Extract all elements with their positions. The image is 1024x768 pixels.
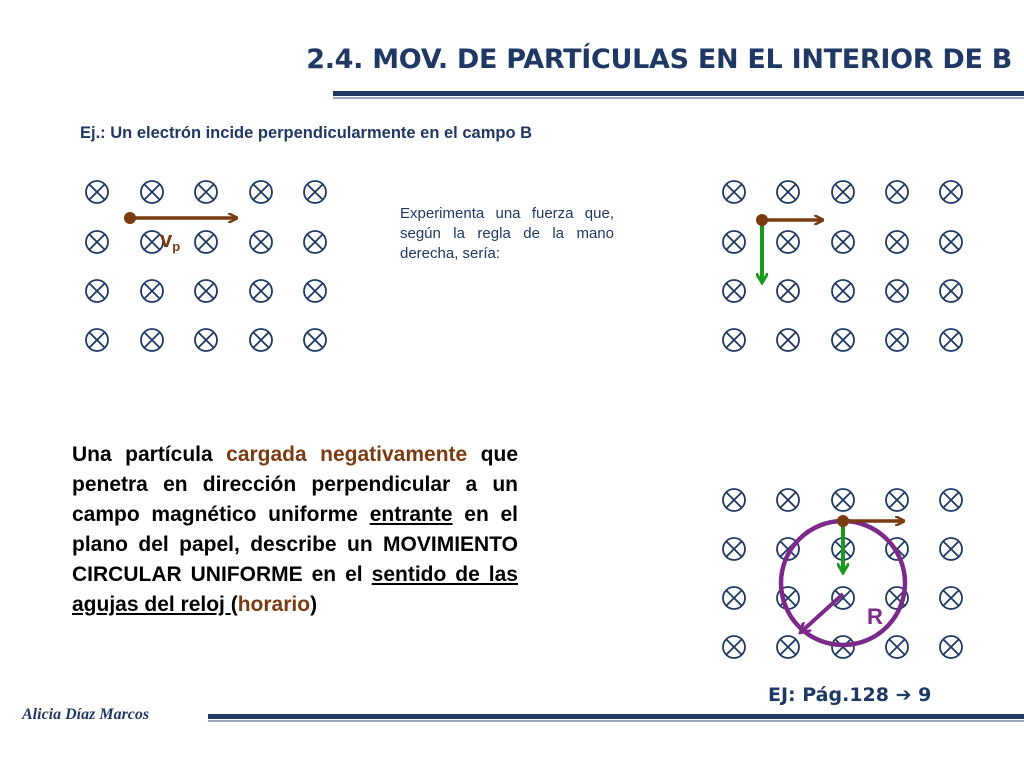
para-clockwise: sentido de las agujas del reloj	[72, 563, 518, 616]
field-into-page-icon	[940, 636, 962, 658]
field-into-page-icon	[723, 231, 745, 253]
field-into-page-icon	[777, 636, 799, 658]
field-into-page-icon	[940, 538, 962, 560]
field-into-page-icon	[723, 636, 745, 658]
field-into-page-icon	[723, 181, 745, 203]
electron-orbit	[837, 515, 849, 527]
field-into-page-icon	[777, 181, 799, 203]
force-description: Experimenta una fuerza que, según la regla de la mano derecha, sería:	[400, 205, 614, 262]
field-into-page-icon	[195, 329, 217, 351]
field-into-page-icon	[250, 231, 272, 253]
para-text-5: en el plano del papel, describe un MOVIMIENTO CIRCULAR UNIFORME en el	[72, 503, 518, 586]
field-into-page-icon	[195, 231, 217, 253]
field-into-page-icon	[777, 280, 799, 302]
para-horario: horario	[237, 593, 311, 616]
page-title: 2.4. MOV. DE PARTÍCULAS EN EL INTERIOR DE B	[306, 44, 1012, 75]
field-into-page-icon	[304, 231, 326, 253]
field-into-page-icon	[940, 587, 962, 609]
field-into-page-icon	[832, 231, 854, 253]
field-into-page-icon	[940, 280, 962, 302]
field-into-page-icon	[250, 329, 272, 351]
field-into-page-icon	[723, 280, 745, 302]
field-into-page-icon	[250, 181, 272, 203]
field-grid-left	[86, 181, 326, 351]
field-into-page-icon	[886, 329, 908, 351]
field-into-page-icon	[777, 231, 799, 253]
field-into-page-icon	[141, 329, 163, 351]
field-into-page-icon	[940, 181, 962, 203]
velocity-label-sub: p	[172, 239, 181, 254]
field-into-page-icon	[940, 329, 962, 351]
field-into-page-icon	[777, 329, 799, 351]
field-into-page-icon	[940, 489, 962, 511]
field-into-page-icon	[832, 181, 854, 203]
footer-rule	[208, 714, 1024, 719]
field-into-page-icon	[832, 587, 854, 609]
velocity-label	[160, 227, 180, 254]
field-into-page-icon	[940, 231, 962, 253]
field-into-page-icon	[86, 231, 108, 253]
electron-left	[124, 212, 136, 224]
field-into-page-icon	[886, 280, 908, 302]
exercise-reference: EJ: Pág.128 ➔ 9	[768, 684, 932, 706]
field-into-page-icon	[195, 280, 217, 302]
field-grid-bottom	[723, 489, 962, 658]
field-into-page-icon	[723, 538, 745, 560]
footer-rule-light	[208, 720, 1024, 722]
para-close-paren: )	[310, 593, 318, 616]
velocity-label-main: v	[160, 227, 173, 252]
field-into-page-icon	[141, 280, 163, 302]
field-grid-right	[723, 181, 962, 351]
radius-label: R	[867, 604, 883, 629]
field-into-page-icon	[250, 280, 272, 302]
radius-arrow	[801, 594, 843, 632]
field-into-page-icon	[832, 489, 854, 511]
field-into-page-icon	[832, 329, 854, 351]
author-name: Alicia Díaz Marcos	[22, 706, 150, 723]
field-into-page-icon	[886, 489, 908, 511]
field-into-page-icon	[304, 181, 326, 203]
field-into-page-icon	[195, 181, 217, 203]
field-into-page-icon	[141, 181, 163, 203]
field-into-page-icon	[86, 181, 108, 203]
field-into-page-icon	[304, 329, 326, 351]
field-into-page-icon	[86, 280, 108, 302]
electron-right	[756, 214, 768, 226]
field-into-page-icon	[723, 329, 745, 351]
field-into-page-icon	[886, 231, 908, 253]
para-negative-charge: cargada negativamente	[226, 443, 468, 466]
field-into-page-icon	[86, 329, 108, 351]
example-statement: Ej.: Un electrón incide perpendicularmente en el campo B	[80, 124, 533, 142]
field-into-page-icon	[777, 489, 799, 511]
field-into-page-icon	[723, 489, 745, 511]
field-into-page-icon	[886, 636, 908, 658]
field-into-page-icon	[832, 280, 854, 302]
field-into-page-icon	[886, 181, 908, 203]
para-entrante: entrante	[369, 503, 453, 526]
explanation-paragraph	[72, 440, 518, 620]
para-open-paren: (	[230, 593, 238, 616]
para-text-3: que penetra en dirección perpendicular a un campo magnético uniforme	[72, 443, 519, 526]
field-into-page-icon	[304, 280, 326, 302]
field-into-page-icon	[723, 587, 745, 609]
para-text-1: Una partícula	[72, 443, 227, 466]
